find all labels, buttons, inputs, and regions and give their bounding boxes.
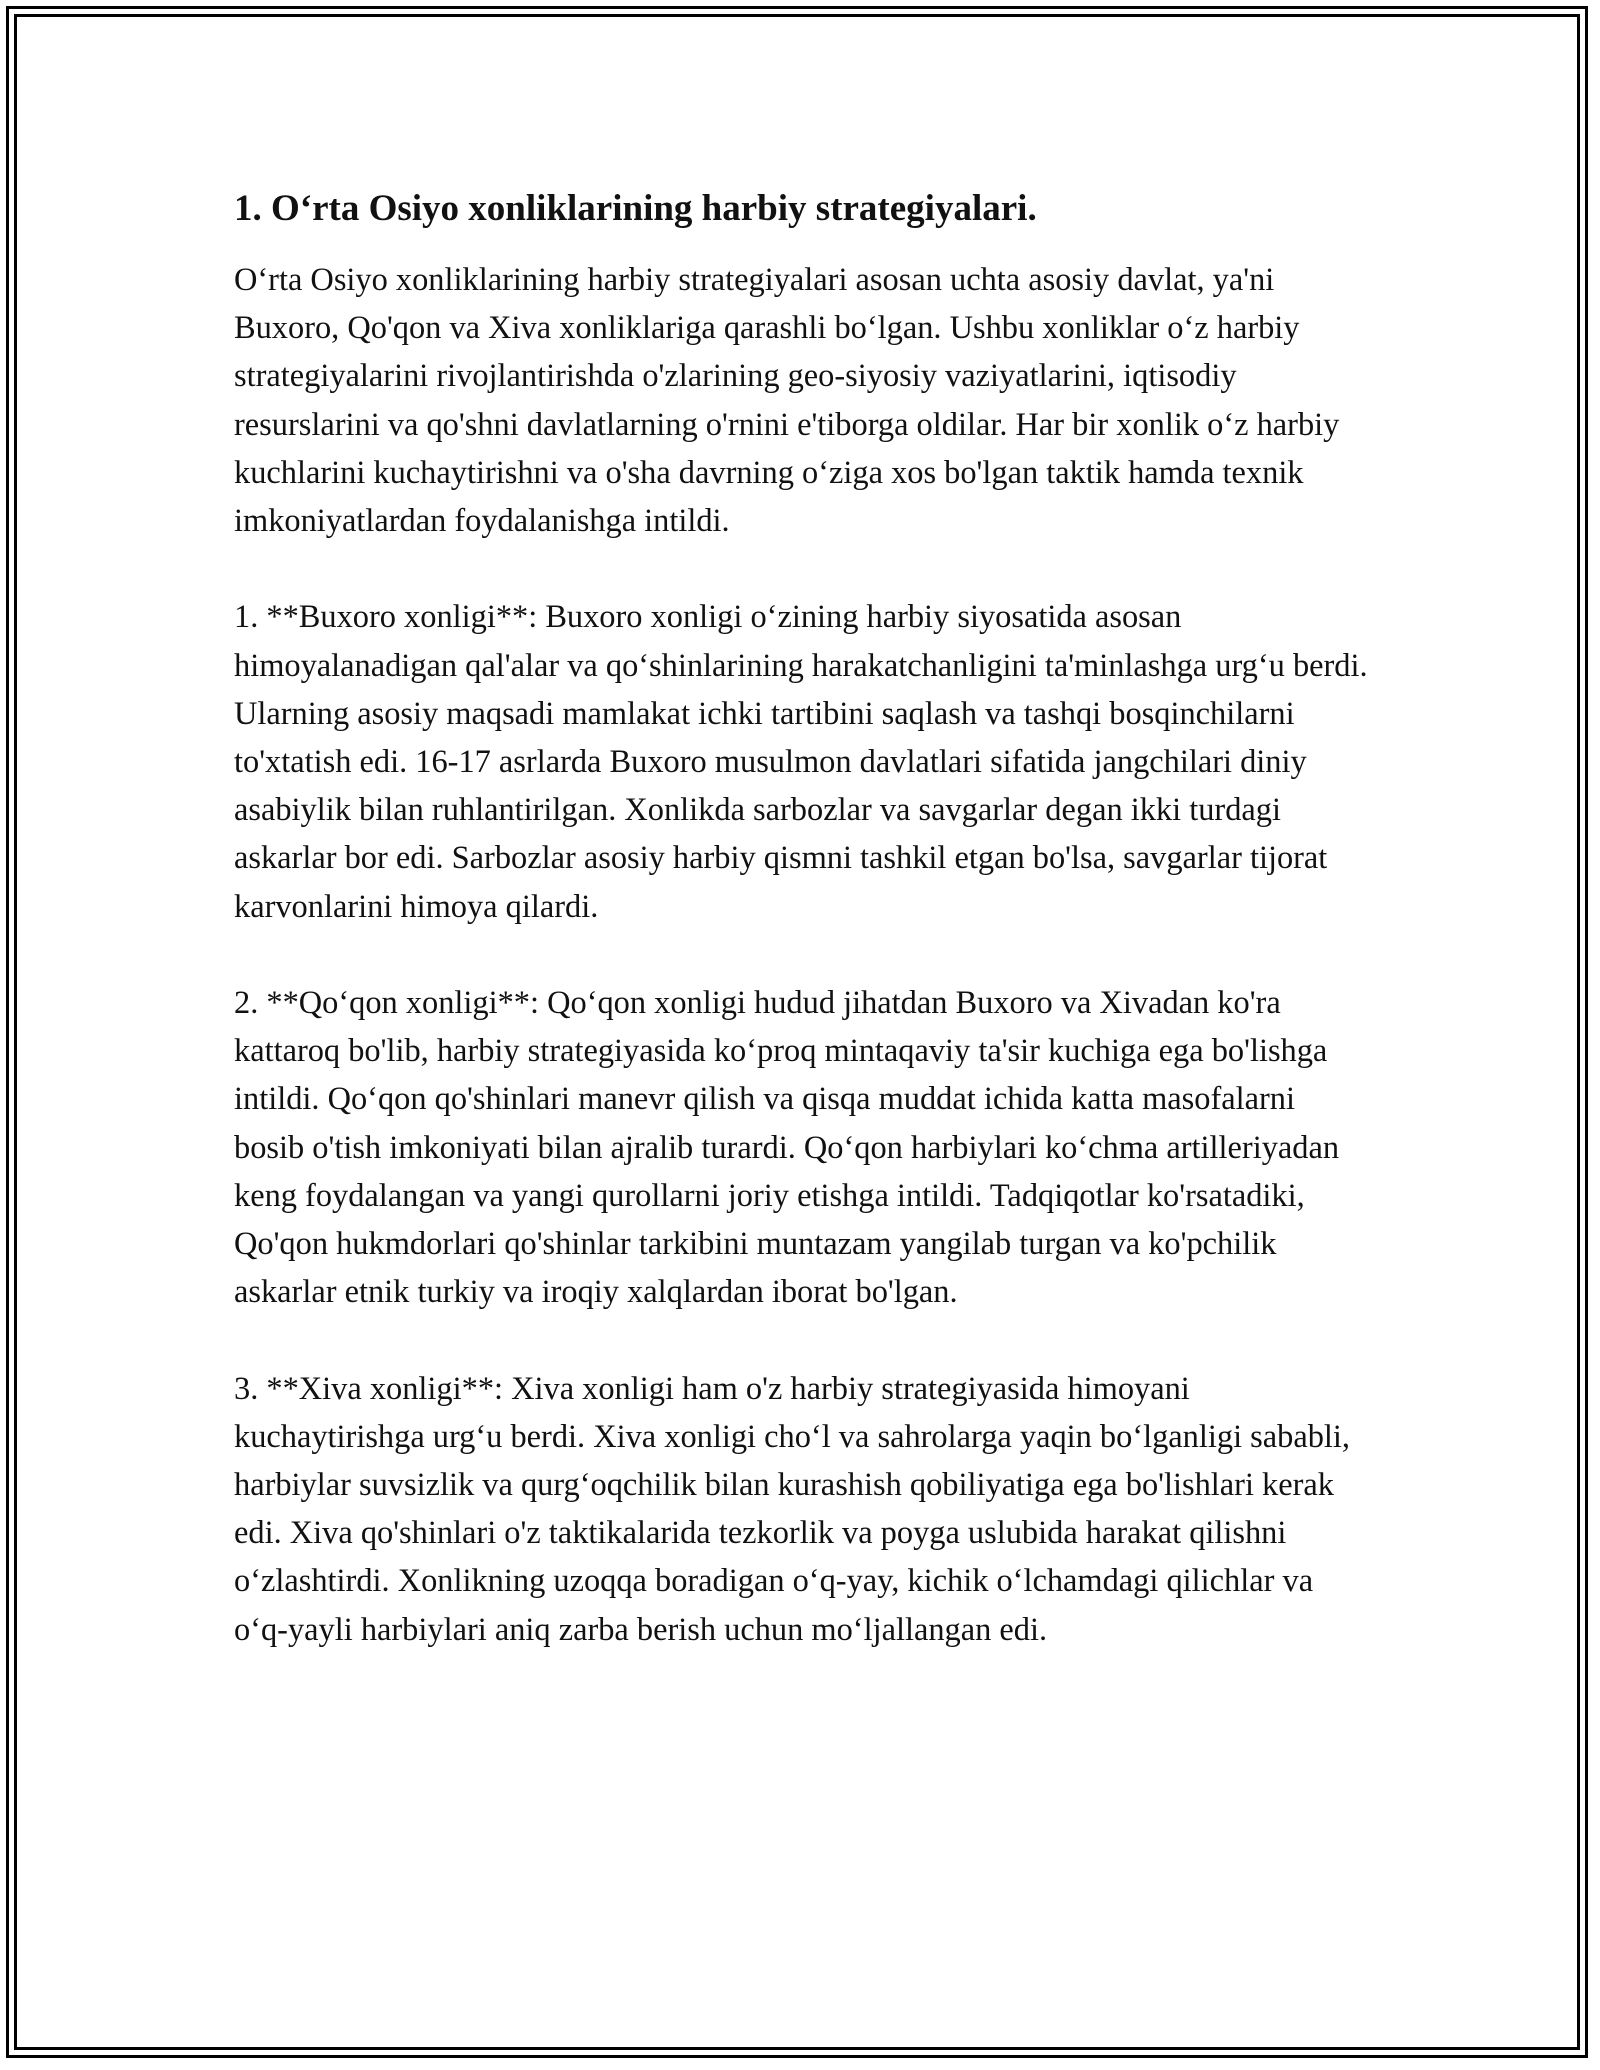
buxoro-paragraph: 1. **Buxoro xonligi**: Buxoro xonligi o‘zining harbiy siyosatida asosan himoyalanadigan qal'alar va qo‘shinlarining harakatchanligini ta'minlashga urg‘u berdi. Ularning asosiy maqsadi mamlakat ichki tartibini saqlash va tashqi bosqinchilarni to'xtatish edi. 16-17 asrlarda Buxoro musulmon davlatlari sifatida jangchilari diniy asabiylik bilan ruhlantirilgan. Xonlikda sarbozlar va savgarlar degan ikki turdagi askarlar bor edi. Sarbozlar asosiy harbiy qismni tashkil etgan bo'lsa, savgarlar tijorat karvonlarini himoya qilardi. xyxy=(234,599,1368,925)
intro-paragraph: O‘rta Osiyo xonliklarining harbiy strategiyalari asosan uchta asosiy davlat, ya'ni Buxoro, Qo'qon va Xiva xonliklariga qarashli bo‘lgan. Ushbu xonliklar o‘z harbiy strategiyalarini rivojlantirishda o'zlarining geo-siyosiy vaziyatlarini, iqtisodiy resurslarini va qo'shni davlatlarning o'rnini e'tiborga oldilar. Har bir xonlik o‘z harbiy kuchlarini kuchaytirishni va o'sha davrning o‘ziga xos bo'lgan taktik hamda texnik imkoniyatlardan foydalanishga intildi. xyxy=(234,262,1340,540)
qoqon-paragraph: 2. **Qo‘qon xonligi**: Qo‘qon xonligi hudud jihatdan Buxoro va Xivadan ko'ra kattaroq bo'lib, harbiy strategiyasida ko‘proq mintaqaviy ta'sir kuchiga ega bo'lishga intildi. Qo‘qon qo'shinlari manevr qilish va qisqa muddat ichida katta masofalarni bosib o'tish imkoniyati bilan ajralib turardi. Qo‘qon harbiylari ko‘chma artilleriyadan keng foydalangan va yangi qurollarni joriy etishga intildi. Tadqiqotlar ko'rsatadiki, Qo'qon hukmdorlari qo'shinlar tarkibini muntazam yangilab turgan va ko'pchilik askarlar etnik turkiy va iroqiy xalqlardan iborat bo'lgan. xyxy=(234,985,1340,1311)
section-heading: 1. O‘rta Osiyo xonliklarining harbiy strategiyalari. xyxy=(234,188,1037,229)
xiva-paragraph: 3. **Xiva xonligi**: Xiva xonligi ham o'z harbiy strategiyasida himoyani kuchaytirishga urg‘u berdi. Xiva xonligi cho‘l va sahrolarga yaqin bo‘lganligi sababli, harbiylar suvsizlik va qurg‘oqchilik bilan kurashish qobiliyatiga ega bo'lishlari kerak edi. Xiva qo'shinlari o'z taktikalarida tezkorlik va poyga uslubida harakat qilishni o‘zlashtirdi. Xonlikning uzoqqa boradigan o‘q-yay, kichik o‘lchamdagi qilichlar va o‘q-yayli harbiylari aniq zarba berish uchun mo‘ljallangan edi. xyxy=(234,1370,1351,1648)
document-body xyxy=(234,186,1369,1654)
